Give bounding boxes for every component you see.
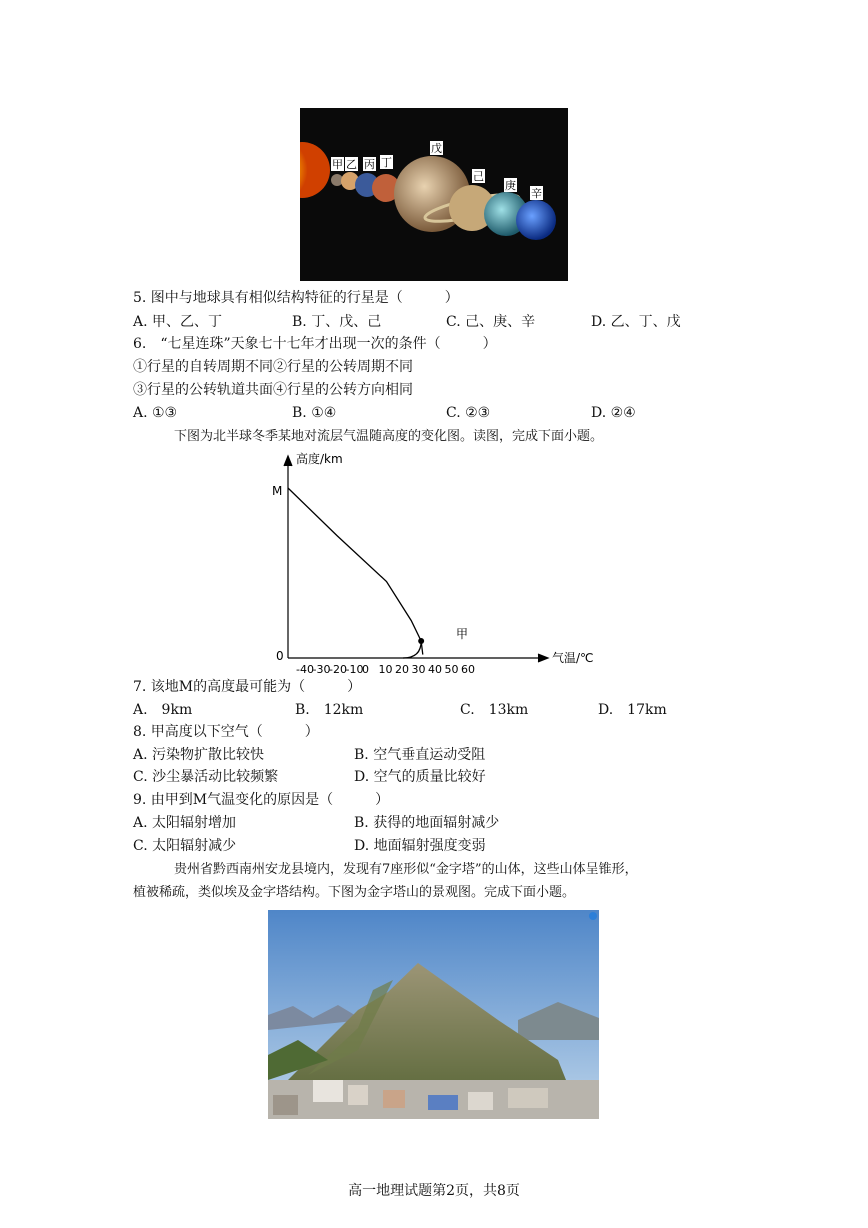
- planet-label-ji: 己: [473, 170, 484, 183]
- q7-option-c: C. 13km: [460, 702, 529, 718]
- x-tick-label: 50: [444, 663, 459, 673]
- q5-option-b: B. 丁、戊、己: [292, 314, 382, 330]
- q5-option-d: D. 乙、丁、戊: [591, 314, 681, 330]
- origin-label: 0: [276, 649, 284, 663]
- q8-option-a: A. 污染物扩散比较快: [133, 747, 265, 763]
- x-tick-label: -40: [296, 663, 314, 673]
- pyramid-mountain-photo: [268, 910, 599, 1119]
- x-tick-label: 60: [461, 663, 475, 673]
- q9-option-d: D. 地面辐射强度变弱: [354, 838, 486, 854]
- planet-label-yi: 乙: [346, 158, 357, 171]
- q5-option-c: C. 己、庚、辛: [446, 314, 536, 330]
- planet-label-bing: 丙: [364, 158, 375, 171]
- temperature-curve: [288, 488, 423, 655]
- planet-label-ding: 丁: [381, 156, 392, 169]
- q6-statement-2: ③行星的公转轨道共面④行星的公转方向相同: [133, 382, 413, 398]
- q6-option-d: D. ②④: [591, 405, 636, 421]
- q6-option-c: C. ②③: [446, 405, 491, 421]
- q6-stem: 6. “七星连珠”天象七十七年才出现一次的条件（ ）: [133, 336, 497, 352]
- q5-stem: 5. 图中与地球具有相似结构特征的行星是（ ）: [133, 290, 459, 306]
- page-footer: 高一地理试题第2页，共8页: [348, 1183, 520, 1199]
- x-tick-label: 10: [378, 663, 393, 673]
- q7-stem: 7. 该地M的高度最可能为（ ）: [133, 679, 362, 695]
- q6-statement-1: ①行星的自转周期不同②行星的公转周期不同: [133, 359, 413, 375]
- q8-option-c: C. 沙尘暴活动比较频繁: [133, 769, 279, 785]
- point-m-label: M: [272, 484, 283, 498]
- planets-image: [300, 108, 568, 281]
- point-jia-marker: [418, 638, 424, 644]
- q9-option-c: C. 太阳辐射减少: [133, 838, 237, 854]
- x-tick-label: 20: [395, 663, 409, 673]
- planet-label-wu: 戊: [431, 142, 442, 155]
- intro-pyramid-line1: 贵州省黔西南州安龙县境内，发现有7座形似“金字塔”的山体，这些山体呈锥形，: [174, 862, 638, 877]
- q7-option-d: D. 17km: [598, 702, 667, 718]
- intro-chart: 下图为北半球冬季某地对流层气温随高度的变化图。读图，完成下面小题。: [174, 429, 604, 444]
- q6-option-b: B. ①④: [292, 405, 337, 421]
- q9-option-b: B. 获得的地面辐射减少: [354, 815, 500, 831]
- x-tick-label: 40: [428, 663, 442, 673]
- planet-label-xin: 辛: [531, 187, 542, 200]
- planet-label-geng: 庚: [505, 179, 516, 192]
- x-tick-label: -30: [312, 663, 331, 673]
- q5-option-a: A. 甲、乙、丁: [133, 314, 223, 330]
- planet-label-jia: 甲: [332, 158, 343, 171]
- q9-stem: 9. 由甲到M气温变化的原因是（ ）: [133, 792, 390, 808]
- x-tick-label: 0: [362, 663, 369, 673]
- intro-pyramid-line2: 植被稀疏，类似埃及金字塔结构。下图为金字塔山的景观图。完成下面小题。: [133, 885, 576, 900]
- q6-option-a: A. ①③: [133, 405, 178, 421]
- y-axis-label: 高度/km: [296, 452, 343, 466]
- q7-option-a: A. 9km: [133, 702, 193, 718]
- point-jia-label: 甲: [456, 627, 469, 641]
- inversion-segment: [403, 641, 421, 658]
- q8-option-b: B. 空气垂直运动受阻: [354, 747, 486, 763]
- q8-option-d: D. 空气的质量比较好: [354, 769, 486, 785]
- q9-option-a: A. 太阳辐射增加: [133, 815, 237, 831]
- q7-option-b: B. 12km: [295, 702, 364, 718]
- x-tick-label: -20: [329, 663, 347, 673]
- x-axis-label: 气温/℃: [552, 651, 594, 665]
- q8-stem: 8. 甲高度以下空气（ ）: [133, 724, 319, 740]
- temperature-height-chart: [268, 448, 608, 673]
- x-tick-label: 30: [411, 663, 426, 673]
- x-tick-label: -10: [345, 663, 364, 673]
